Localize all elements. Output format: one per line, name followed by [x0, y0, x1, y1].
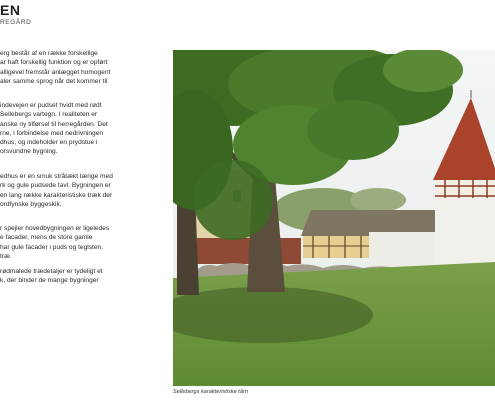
body-paragraph-1 — [0, 49, 162, 86]
text-line: alligevel fremstår anlægget homogent — [0, 68, 111, 76]
body-paragraph-5 — [0, 267, 162, 286]
text-line: k, der binder de mange bygninger — [0, 277, 99, 285]
text-line: erg består af en række forskellige — [0, 50, 98, 57]
text-line: edhus er en smuk stråtækt længe med — [0, 173, 113, 180]
body-paragraph-3 — [0, 172, 162, 209]
text-line: indevejen er pudset hvidt med rødt — [0, 102, 102, 109]
text-line: ar haft forskellig funktion og er opført — [0, 59, 108, 67]
text-line: rk og gule pudsede tavl. Bygningen er — [0, 182, 111, 190]
text-line: rne, i forbindelse med nedrivningen — [0, 129, 103, 137]
text-line: Sellebergs vartegn. I realiteten er — [0, 111, 98, 119]
text-line: ordfynske byggeskik. — [0, 200, 62, 208]
text-line: træ. — [0, 252, 12, 260]
text-line: rødmalede trædetaljer er tydeligt et — [0, 268, 103, 275]
text-line: har gule facader i puds og teglsten, — [0, 243, 104, 251]
body-paragraph-2 — [0, 101, 162, 157]
text-line: orsvundne bygning. — [0, 148, 58, 156]
body-paragraph-4 — [0, 224, 162, 261]
page-heading: EN — [0, 2, 21, 18]
text-line: aler samme sprog når det kommer til — [0, 77, 108, 85]
photo-caption: Sellebergs karakteristiske tårn — [173, 389, 248, 395]
text-line: dhus, og indeholder en prydstue i — [0, 139, 98, 146]
page-subheading: REGÅRD — [0, 19, 32, 26]
estate-photo — [173, 50, 495, 386]
text-line: anske ny tilførsel til herregården. Det — [0, 120, 108, 128]
text-line: en lang række karakteristiske træk der — [0, 191, 113, 199]
text-line: r spejler hovedbygningen er ligeledes — [0, 225, 110, 232]
text-line: e facader, mens de store gamle — [0, 234, 93, 242]
